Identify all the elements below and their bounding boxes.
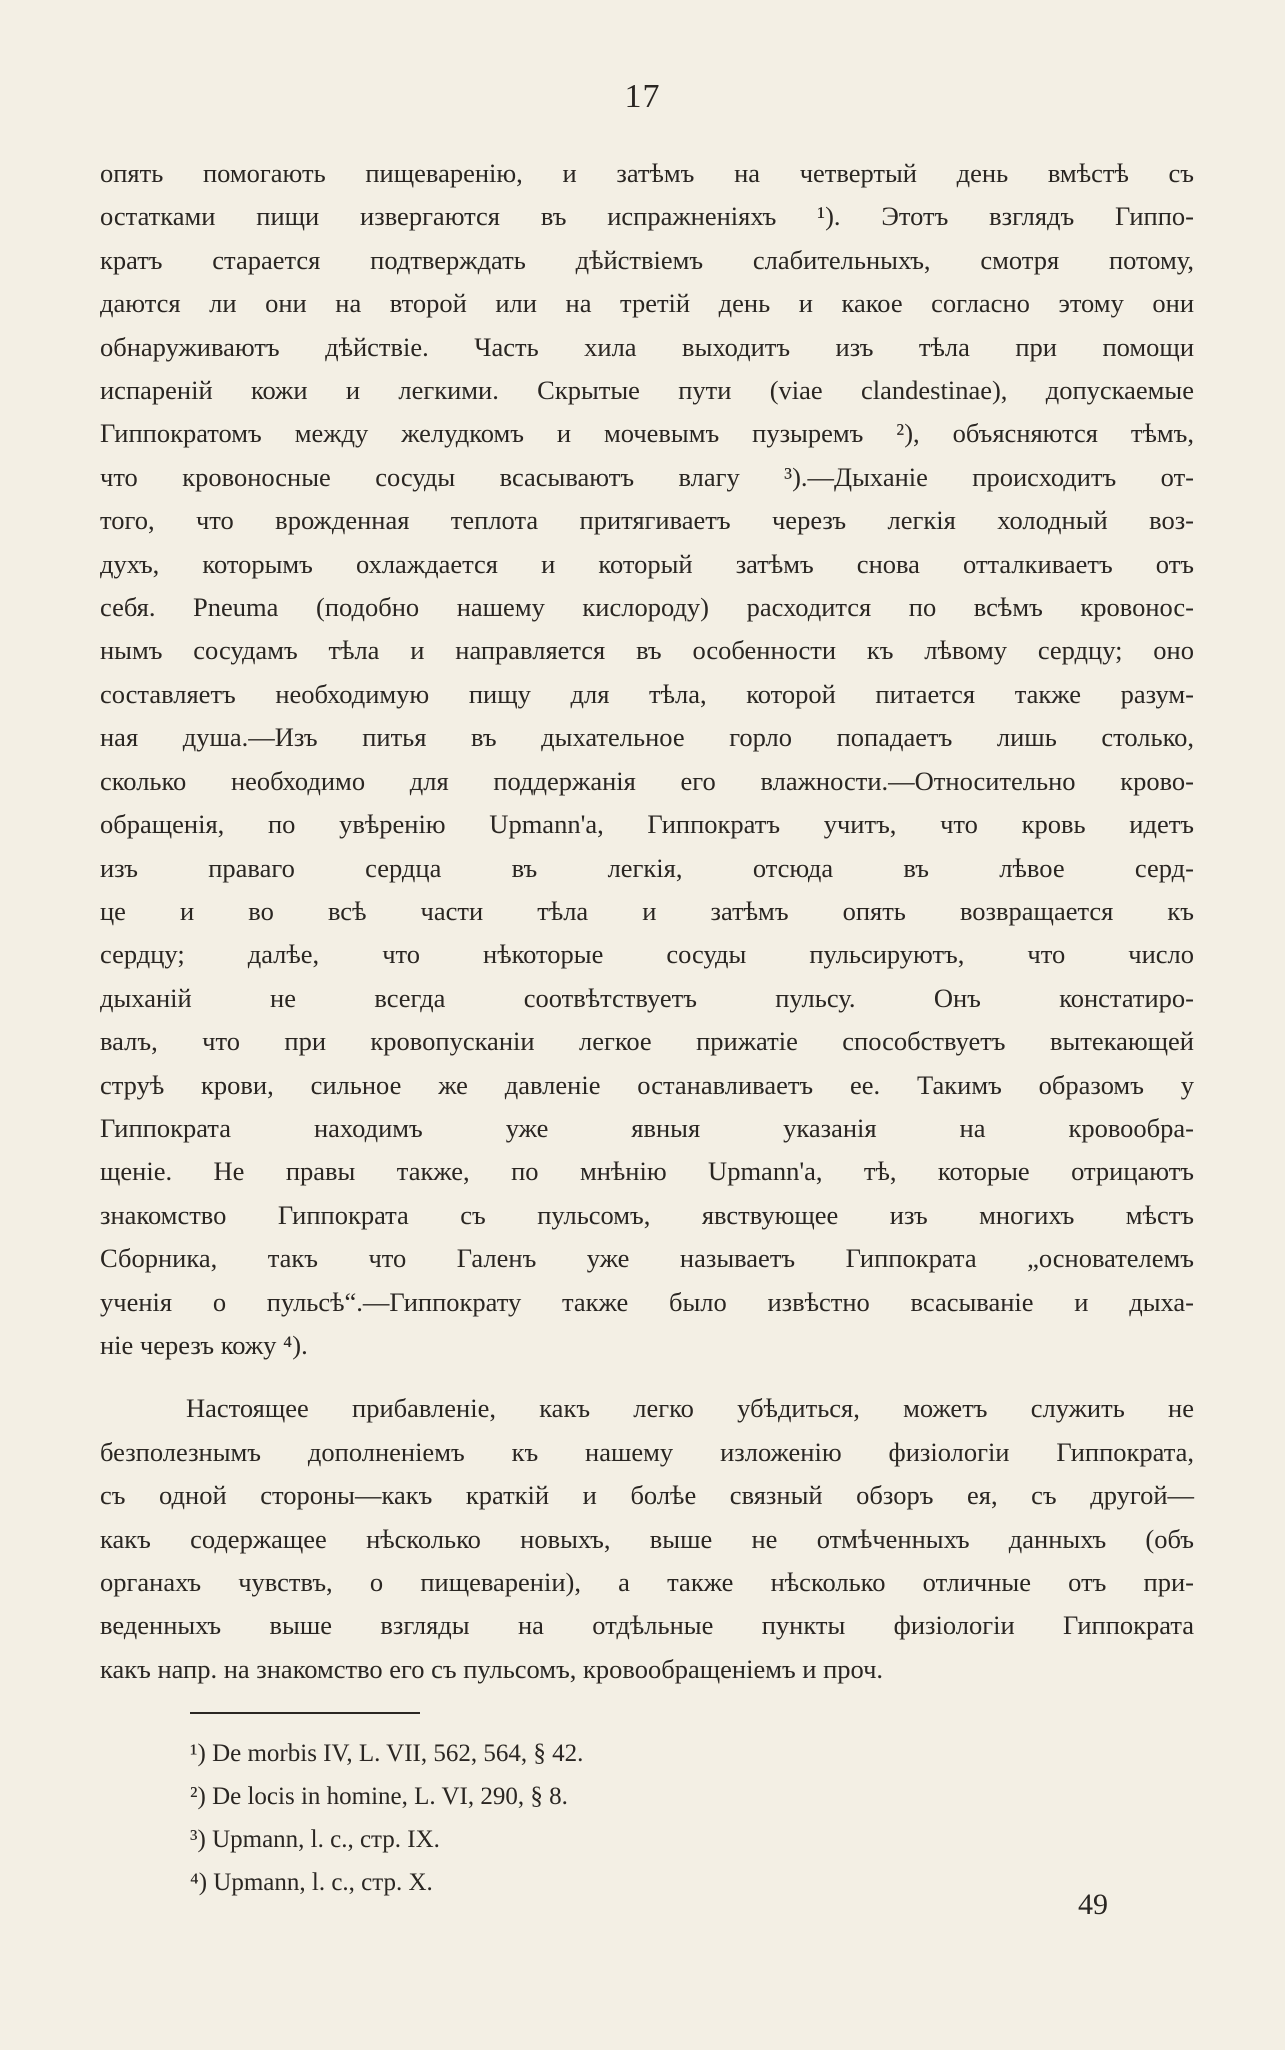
footnotes <box>190 1732 1090 1904</box>
text-line: кратъ старается подтверждать дѣйствіемъ слабительныхъ, смотря потому, <box>100 244 1194 275</box>
text-line: Настоящее прибавленіе, какъ легко убѣдиться, можетъ служить не <box>186 1393 1194 1424</box>
text-line: обращенія, по увѣренію Upmann'a, Гиппократъ учитъ, что кровь идетъ <box>100 809 1194 840</box>
text-line: дыханій не всегда соотвѣтствуетъ пульсу. Онъ констатиро- <box>100 982 1194 1013</box>
text-line: струѣ крови, сильное же давленіе останавливаетъ ее. Такимъ образомъ у <box>100 1069 1194 1100</box>
text-line: Гиппократомъ между желудкомъ и мочевымъ пузыремъ ²), объясняются тѣмъ, <box>100 418 1194 449</box>
text-line: обнаруживаютъ дѣйствіе. Часть хила выходитъ изъ тѣла при помощи <box>100 331 1194 362</box>
text-line: ніе черезъ кожу ⁴). <box>100 1329 308 1360</box>
footnote: ⁴) Upmann, l. c., стр. X. <box>190 1869 433 1896</box>
main-text <box>100 152 1194 1691</box>
footnote-divider <box>190 1712 420 1714</box>
text-line: знакомство Гиппократа съ пульсомъ, явствующее изъ многихъ мѣстъ <box>100 1199 1194 1230</box>
text-line: Гиппократа находимъ уже явныя указанія на кровообра- <box>100 1112 1194 1143</box>
text-line: остатками пищи извергаются въ испражненіяхъ ¹). Этотъ взглядъ Гиппо- <box>100 201 1194 232</box>
footnote: ²) De locis in homine, L. VI, 290, § 8. <box>190 1783 568 1810</box>
text-line: щеніе. Не правы также, по мнѣнію Upmann'a, тѣ, которые отрицаютъ <box>100 1156 1194 1187</box>
text-line: съ одной стороны—какъ краткій и болѣе связный обзоръ ея, съ другой— <box>100 1480 1194 1511</box>
text-line: опять помогають пищеваренію, и затѣмъ на четвертый день вмѣстѣ съ <box>100 158 1194 188</box>
text-line: даются ли они на второй или на третій день и какое согласно этому они <box>100 288 1194 319</box>
paragraph-physiology <box>100 152 1194 1367</box>
text-line: того, что врожденная теплота притягиваетъ черезъ легкія холодный воз- <box>100 505 1194 536</box>
text-line: какъ напр. на знакомство его съ пульсомъ, кровообращеніемъ и проч. <box>100 1653 884 1684</box>
text-line: органахъ чувствъ, о пищевареніи), а также нѣсколько отличные отъ при- <box>100 1567 1194 1597</box>
text-line: ная душа.—Изъ питья въ дыхательное горло попадаетъ лишь столько, <box>100 722 1194 753</box>
page-number: 17 <box>624 78 661 115</box>
footnote: ¹) De morbis IV, L. VII, 562, 564, § 42. <box>190 1740 584 1767</box>
signature-mark: 49 <box>1078 1888 1108 1921</box>
text-line: сколько необходимо для поддержанія его влажности.—Относительно крово- <box>100 765 1194 796</box>
text-line: безполезнымъ дополненіемъ къ нашему изложенію физіологіи Гиппократа, <box>100 1436 1194 1467</box>
text-line: нымъ сосудамъ тѣла и направляется въ особенности къ лѣвому сердцу; оно <box>100 635 1194 666</box>
text-line: валъ, что при кровопусканіи легкое прижатіе способствуетъ вытекающей <box>100 1026 1194 1057</box>
paragraph-conclusion <box>100 1387 1194 1691</box>
text-line: что кровоносные сосуды всасываютъ влагу ³).—Дыханіе происходитъ от- <box>100 461 1194 492</box>
text-line: испареній кожи и легкими. Скрытые пути (viae clandestinae), допускаемые <box>100 375 1194 406</box>
text-line: составляетъ необходимую пищу для тѣла, которой питается также разум- <box>100 678 1194 709</box>
text-line: веденныхъ выше взгляды на отдѣльные пункты физіологіи Гиппократа <box>100 1610 1194 1641</box>
text-line: ученія о пульсѣ“.—Гиппократу также было извѣстно всасываніе и дыха- <box>100 1286 1194 1317</box>
text-line: какъ содержащее нѣсколько новыхъ, выше не отмѣченныхъ данныхъ (объ <box>100 1523 1194 1554</box>
footnote: ³) Upmann, l. c., стр. IX. <box>190 1826 440 1853</box>
text-line: себя. Pneuma (подобно нашему кислороду) расходится по всѣмъ кровонос- <box>100 592 1194 623</box>
text-line: Сборника, такъ что Галенъ уже называетъ Гиппократа „основателемъ <box>100 1243 1194 1274</box>
text-line: духъ, которымъ охлаждается и который затѣмъ снова отталкиваетъ отъ <box>100 548 1194 579</box>
text-line: сердцу; далѣе, что нѣкоторые сосуды пульсируютъ, что число <box>100 939 1194 970</box>
text-line: изъ праваго сердца въ легкія, отсюда въ лѣвое серд- <box>100 852 1194 883</box>
text-line: це и во всѣ части тѣла и затѣмъ опять возвращается къ <box>100 895 1194 926</box>
